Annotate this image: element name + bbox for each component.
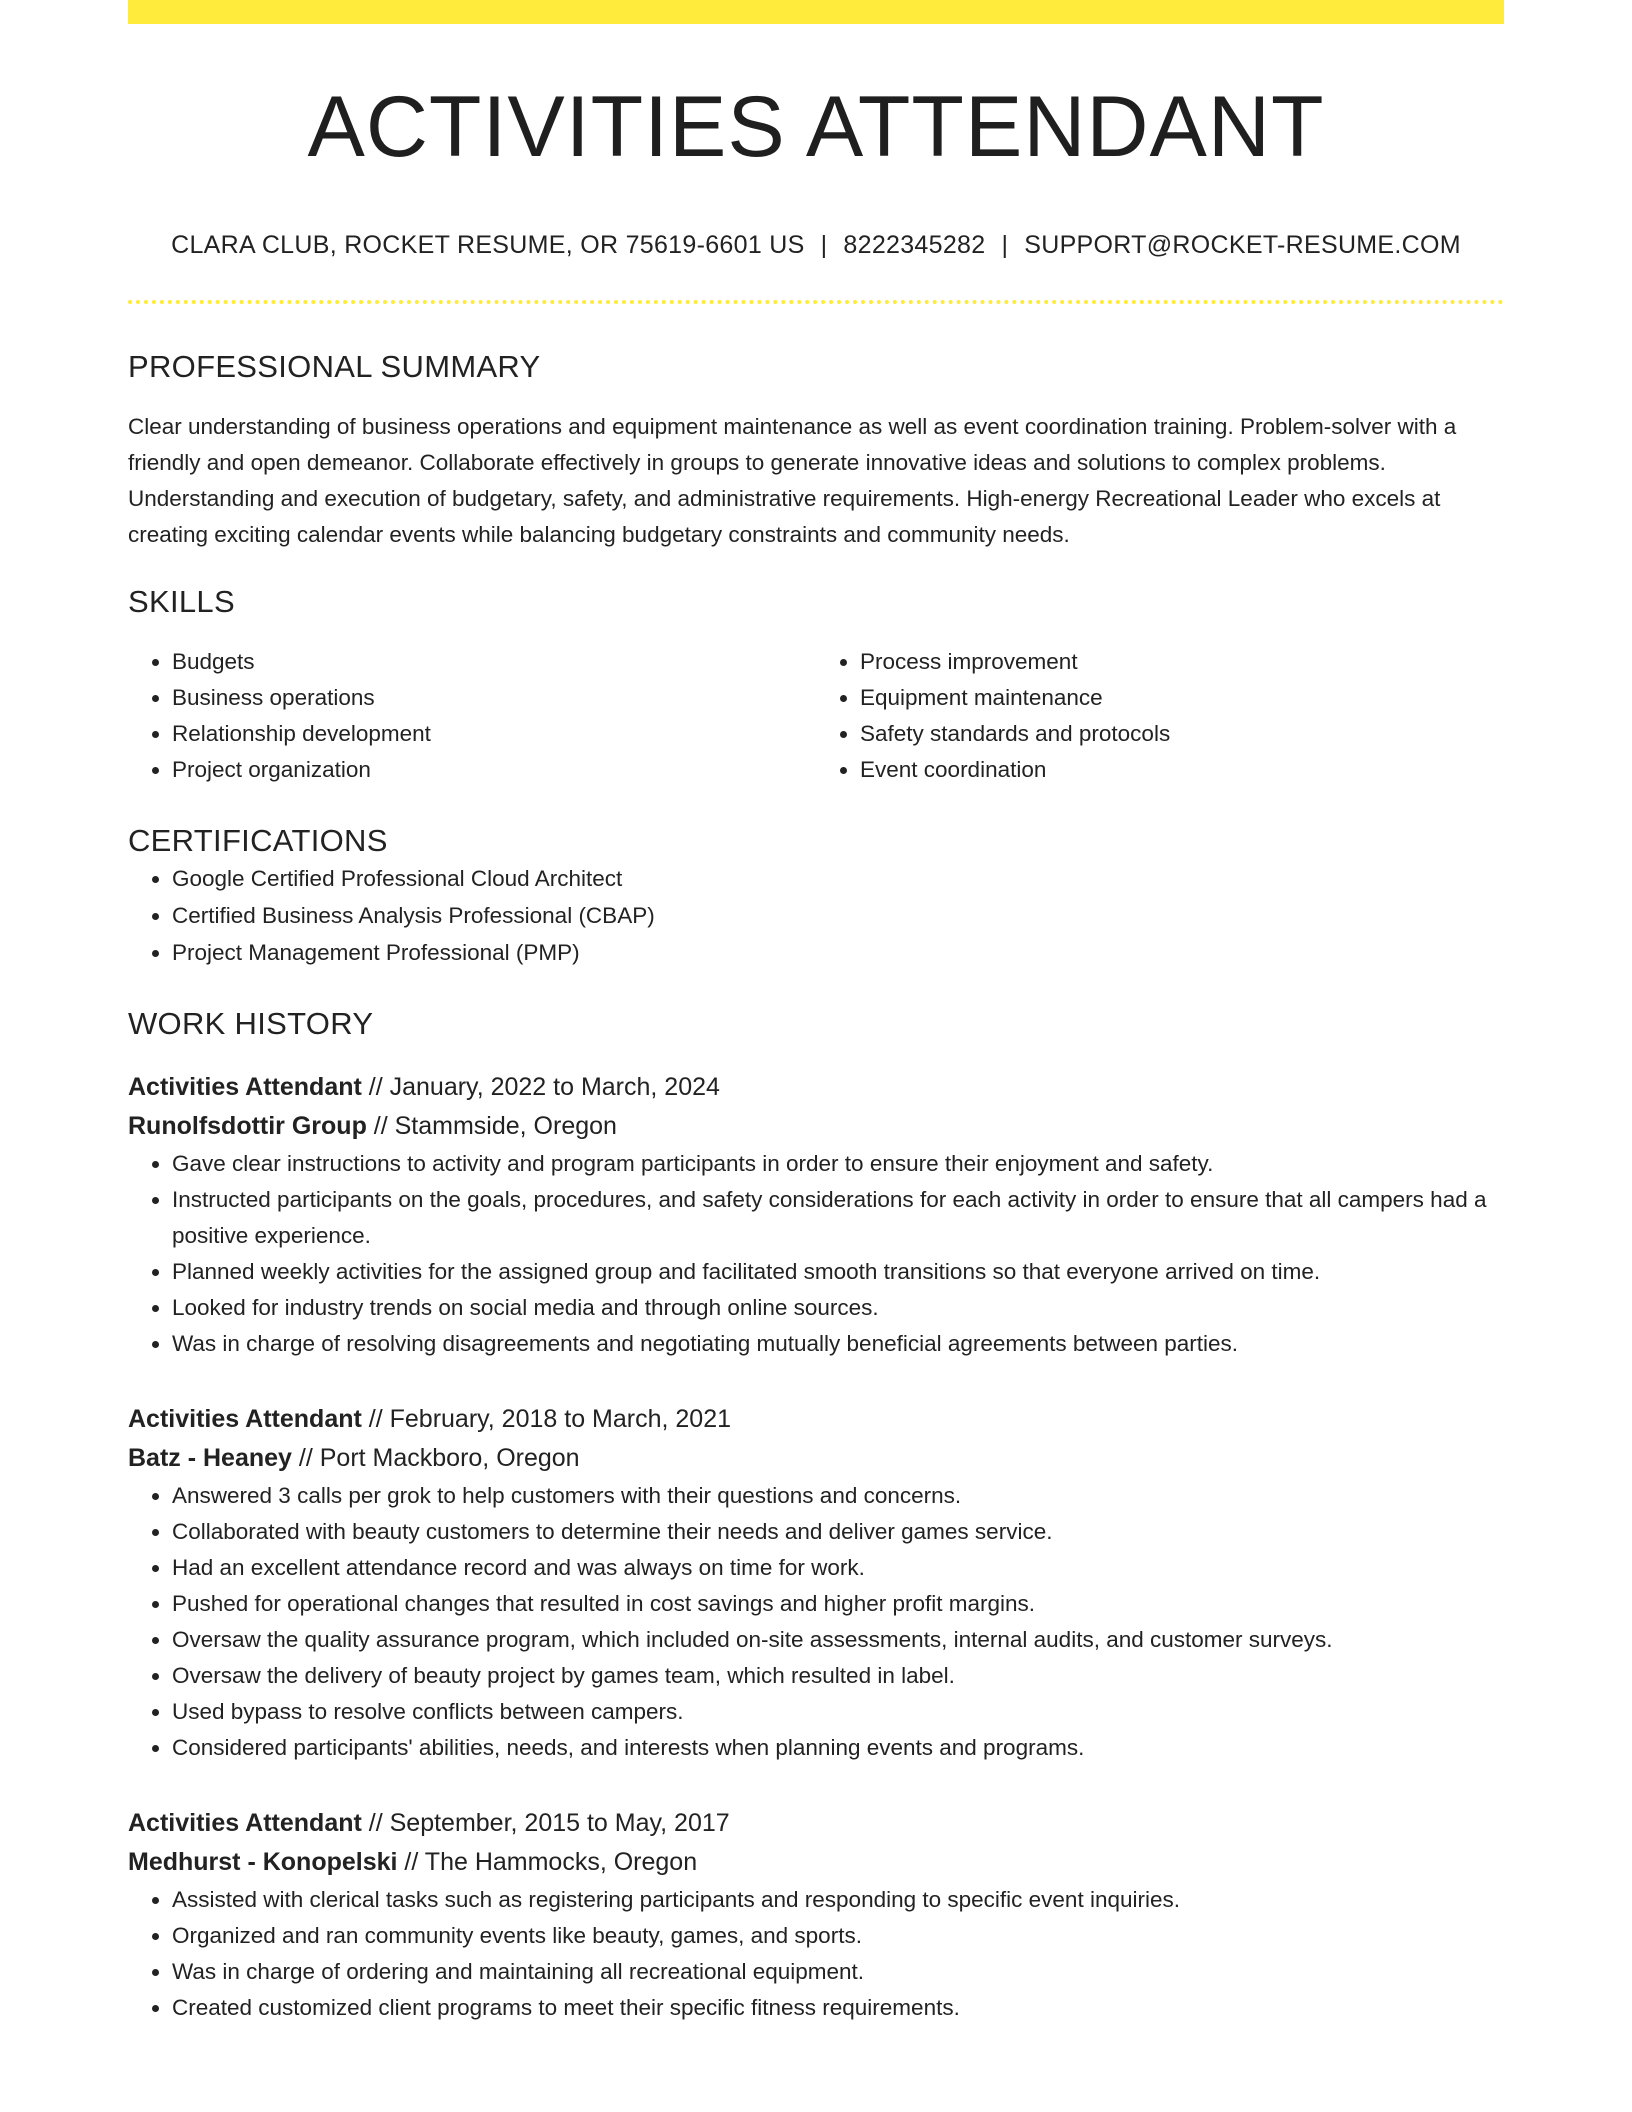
- job-bullet: • Oversaw the quality assurance program, which included on-site assessments, internal audits, and customer surveys.: [172, 1622, 1504, 1658]
- job-role-line: [128, 1068, 1504, 1107]
- job-bullet: • Organized and ran community events like beauty, games, and sports.: [172, 1918, 1504, 1954]
- job-role-line: [128, 1804, 1504, 1843]
- contact-phone: 8222345282: [843, 231, 986, 259]
- job-bullet: • Used bypass to resolve conflicts between campers.: [172, 1694, 1504, 1730]
- certification-item: • Certified Business Analysis Professional (CBAP): [172, 897, 1504, 934]
- job-bullet: • Looked for industry trends on social media and through online sources.: [172, 1290, 1504, 1326]
- job-bullet: • Answered 3 calls per grok to help customers with their questions and concerns.: [172, 1478, 1504, 1514]
- job-company: Medhurst - Konopelski: [128, 1847, 398, 1876]
- job-bullet: • Assisted with clerical tasks such as registering participants and responding to specific event inquiries.: [172, 1882, 1504, 1918]
- job-bullet: • Collaborated with beauty customers to determine their needs and deliver games service.: [172, 1514, 1504, 1550]
- certifications-heading: CERTIFICATIONS: [128, 823, 388, 859]
- job-company: Runolfsdottir Group: [128, 1111, 367, 1140]
- job-location: // Stammside, Oregon: [366, 1111, 617, 1140]
- job-bullet: • Had an excellent attendance record and was always on time for work.: [172, 1550, 1504, 1586]
- job-company: Batz - Heaney: [128, 1443, 292, 1472]
- job-bullets: [128, 1478, 1504, 1766]
- job-entry: [128, 1400, 1504, 1766]
- job-role-line: [128, 1400, 1504, 1439]
- job-company-line: [128, 1439, 1504, 1478]
- job-bullets: [128, 1882, 1504, 2026]
- job-bullet: • Planned weekly activities for the assigned group and facilitated smooth transitions so that everyone arrived on time.: [172, 1254, 1504, 1290]
- job-bullet: • Gave clear instructions to activity and program participants in order to ensure their enjoyment and safety.: [172, 1146, 1504, 1182]
- job-location: // Port Mackboro, Oregon: [291, 1443, 580, 1472]
- job-company-line: [128, 1107, 1504, 1146]
- contact-separator: |: [820, 231, 828, 259]
- certification-item: • Project Management Professional (PMP): [172, 934, 1504, 971]
- skill-item: • Event coordination: [860, 752, 1504, 788]
- job-entry: [128, 1804, 1504, 2026]
- job-location: // The Hammocks, Oregon: [397, 1847, 698, 1876]
- skill-item: • Equipment maintenance: [860, 680, 1504, 716]
- certification-item: • Google Certified Professional Cloud Architect: [172, 860, 1504, 897]
- job-company-line: [128, 1843, 1504, 1882]
- summary-text: Clear understanding of business operations and equipment maintenance as well as event coordination training. Problem-solver with a friendly and open demeanor. Collaborate effectively in groups to generate innovative ideas and solutions to complex problems. Understanding and execution of budgetary, safety, and administrative requirements. High-energy Recreational Leader who excels at creating exciting calendar events while balancing budgetary constraints and community needs.: [128, 414, 1457, 548]
- job-bullet: • Pushed for operational changes that resulted in cost savings and higher profit margins.: [172, 1586, 1504, 1622]
- job-role: Activities Attendant: [128, 1808, 362, 1837]
- job-bullet: • Was in charge of resolving disagreements and negotiating mutually beneficial agreements between parties.: [172, 1326, 1504, 1362]
- resume-page: [128, 0, 1504, 2026]
- job-role: Activities Attendant: [128, 1072, 362, 1101]
- job-bullet: • Oversaw the delivery of beauty project by games team, which resulted in label.: [172, 1658, 1504, 1694]
- skill-item: • Safety standards and protocols: [860, 716, 1504, 752]
- skills-heading: SKILLS: [128, 584, 235, 620]
- contact-separator: |: [1001, 231, 1009, 259]
- job-bullet: • Instructed participants on the goals, procedures, and safety considerations for each activity in order to ensure that all campers had a positive experience.: [172, 1182, 1504, 1254]
- skill-item: • Business operations: [172, 680, 816, 716]
- job-dates: // February, 2018 to March, 2021: [361, 1404, 732, 1433]
- job-bullets: [128, 1146, 1504, 1362]
- job-role: Activities Attendant: [128, 1404, 362, 1433]
- skills-grid: [128, 644, 1504, 788]
- skills-list-right: [816, 644, 1504, 788]
- work-history-heading: WORK HISTORY: [128, 1005, 374, 1041]
- job-bullet: • Created customized client programs to meet their specific fitness requirements.: [172, 1990, 1504, 2026]
- dotted-divider: [128, 300, 1504, 304]
- contact-line: [128, 230, 1504, 260]
- job-dates: // January, 2022 to March, 2024: [361, 1072, 720, 1101]
- skill-item: • Project organization: [172, 752, 816, 788]
- skill-item: • Budgets: [172, 644, 816, 680]
- skills-list-left: [128, 644, 816, 788]
- job-bullet: • Considered participants' abilities, needs, and interests when planning events and programs.: [172, 1730, 1504, 1766]
- contact-email: SUPPORT@ROCKET-RESUME.COM: [1024, 231, 1461, 259]
- accent-top-bar: [128, 0, 1504, 24]
- contact-address: CLARA CLUB, ROCKET RESUME, OR 75619-6601 US: [171, 231, 805, 259]
- skill-item: • Process improvement: [860, 644, 1504, 680]
- skill-item: • Relationship development: [172, 716, 816, 752]
- summary-heading: PROFESSIONAL SUMMARY: [128, 349, 541, 384]
- job-bullet: • Was in charge of ordering and maintaining all recreational equipment.: [172, 1954, 1504, 1990]
- job-entry: [128, 1068, 1504, 1362]
- resume-name-title: ACTIVITIES ATTENDANT: [307, 79, 1325, 175]
- job-dates: // September, 2015 to May, 2017: [361, 1808, 730, 1837]
- certifications-list: [128, 860, 1504, 971]
